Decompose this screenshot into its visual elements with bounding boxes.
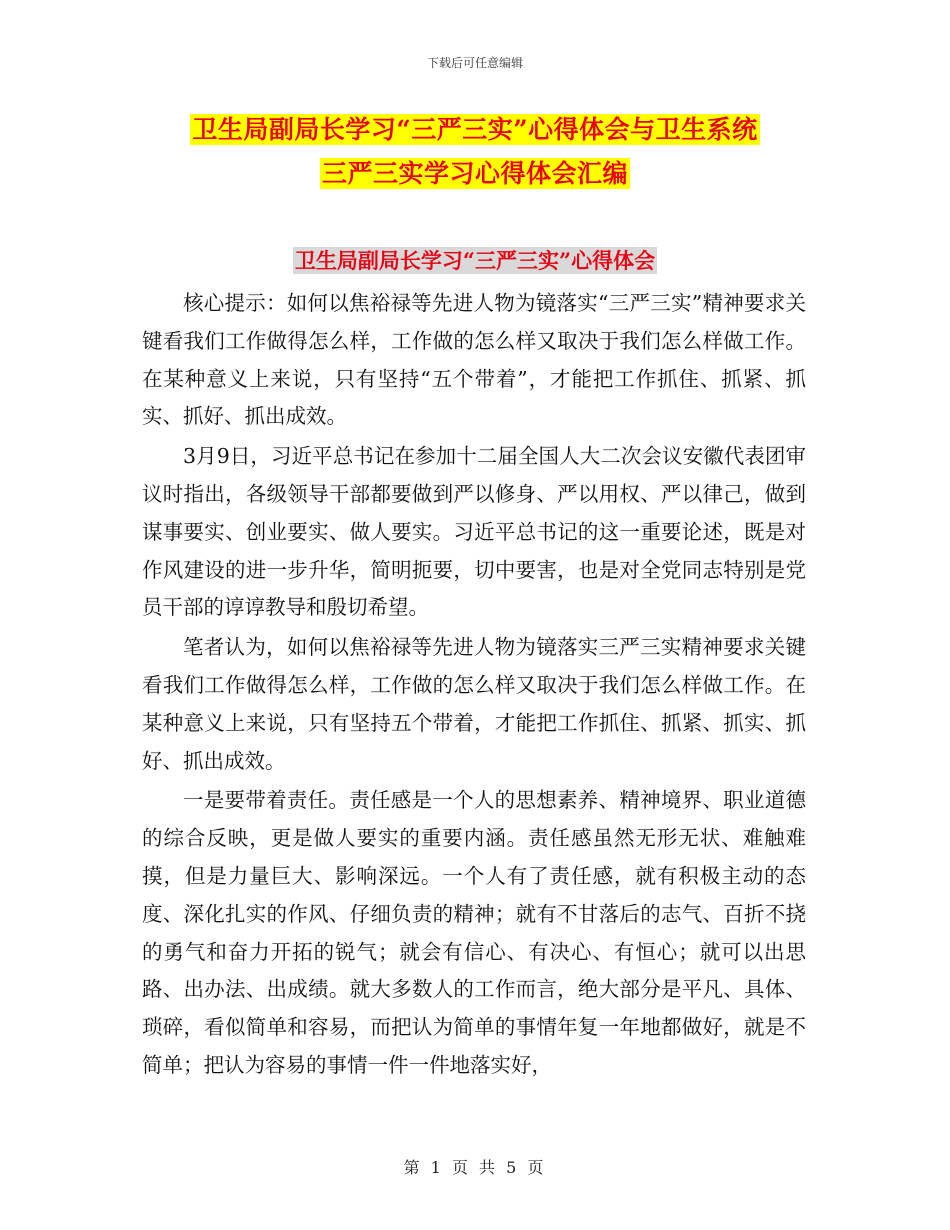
paragraph-march-9: 3月9日，习近平总书记在参加十二届全国人大二次会议安徽代表团审议时指出，各级领导干部都要做到严以修身、严以用权、严以律己，做到谋事要实、创业要实、做人要实。习近平总书记的这一重要论述，既是对作风建设的进一步升华，简明扼要，切中要害，也是对全党同志特别是党员干部的谆谆教导和殷切希望。 [142, 444, 806, 620]
paragraph-responsibility: 一是要带着责任。责任感是一个人的思想素养、精神境界、职业道德的综合反映，更是做人要实的重要内涵。责任感虽然无形无状、难触难摸，但是力量巨大、影响深远。一个人有了责任感，就有积极主动的态度、深化扎实的作风、仔细负责的精神；就有不甘落后的志气、百折不挠的勇气和奋力开拓的锐气；就会有信心、有决心、有恒心；就可以出思路、出办法、出成绩。就大多数人的工作而言，绝大部分是平凡、具体、琐碎，看似简单和容易，而把认为简单的事情年复一年地都做好，就是不简单；把认为容易的事情一件一件地落实好， [142, 788, 806, 1077]
paragraph-intro: 核心提示：如何以焦裕禄等先进人物为镜落实“三严三实”精神要求关键看我们工作做得怎么样，工作做的怎么样又取决于我们怎么样做工作。在某种意义上来说，只有坚持“五个带着”，才能把工作抓住、抓紧、抓实、抓好、抓出成效。 [142, 291, 806, 429]
document-title-line-1-text: 卫生局副局长学习“三严三实”心得体会与卫生系统 [192, 115, 758, 144]
page-number: 第 1 页 共 5 页 [403, 1158, 547, 1177]
document-title-line-2-text: 三严三实学习心得体会汇编 [321, 159, 628, 188]
document-title-line-2 [0, 157, 950, 191]
page-header-note: 下载后可任意编辑 [426, 56, 523, 70]
section-title-text: 卫生局副局长学习“三严三实”心得体会 [294, 248, 656, 273]
section-title [0, 246, 950, 276]
document-body [142, 285, 806, 1087]
document-title-line-1 [0, 113, 950, 147]
paragraph-author-view: 笔者认为，如何以焦裕禄等先进人物为镜落实三严三实精神要求关键看我们工作做得怎么样，工作做的怎么样又取决于我们怎么样做工作。在某种意义上来说，只有坚持五个带着，才能把工作抓住、抓紧、抓实、抓好、抓出成效。 [142, 635, 806, 773]
